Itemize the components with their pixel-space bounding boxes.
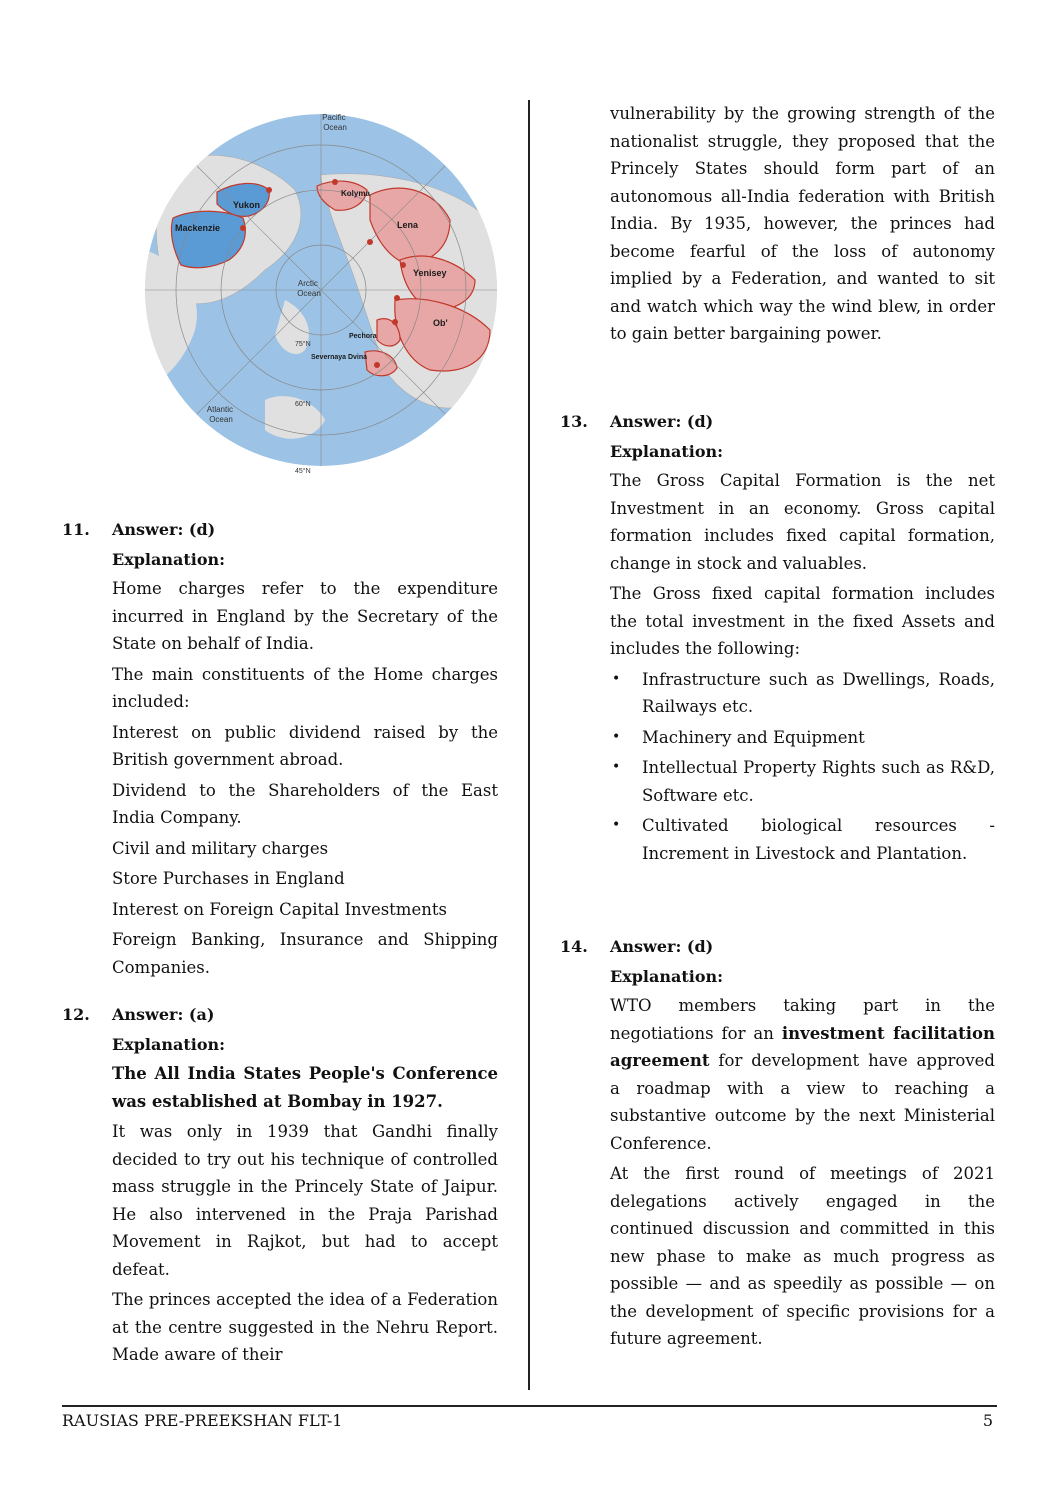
bullet-icon: • — [612, 728, 621, 745]
yenisey-label: Yenisey — [413, 268, 447, 278]
explanation-heading: Explanation: — [610, 442, 724, 461]
paragraph: Interest on Foreign Capital Investments — [112, 899, 447, 919]
question-number: 13. — [560, 412, 588, 431]
paragraph: The Gross Capital Formation is the net Investment in an economy. Gross capital formation includes fixed capital formation, change in stock and valuables. — [610, 471, 995, 573]
explanation-heading: Explanation: — [112, 550, 226, 569]
question-12-header — [62, 1000, 498, 1030]
pacific-ocean-label: Pacific Ocean — [322, 113, 347, 132]
bullet-list — [610, 666, 995, 868]
dvina-label: Severnaya Dvina — [311, 354, 368, 361]
explanation-heading: Explanation: — [112, 1035, 226, 1054]
lat-45-label: 45°N — [295, 468, 311, 475]
answer-label: Answer: (d) — [610, 937, 714, 956]
paragraph: WTO members taking part in the negotiations for an investment facilitation agreement for development have approved a roadmap with a view to reaching a substantive outcome by the next Ministerial Conference. — [610, 996, 995, 1153]
paragraph: Foreign Banking, Insurance and Shipping Companies. — [112, 930, 498, 977]
paragraph: The princes accepted the idea of a Federation at the centre suggested in the Nehru Report. Made aware of their — [112, 1290, 498, 1364]
lat-75-label: 75°N — [295, 341, 311, 348]
list-item: • Intellectual Property Rights such as R&D, Software etc. — [610, 754, 995, 809]
bullet-icon: • — [612, 670, 621, 687]
question-number: 12. — [62, 1005, 90, 1024]
answer-label: Answer: (a) — [112, 1005, 215, 1024]
paragraph: The main constituents of the Home charges included: — [112, 664, 498, 711]
bullet-icon: • — [612, 817, 621, 833]
paragraph: Interest on public dividend raised by the British government abroad. — [112, 722, 498, 769]
footer-rule — [62, 1405, 997, 1407]
continued-paragraph: vulnerability by the growing strength of the nationalist struggle, they proposed that the Princely States should form part of an autonomous all-India federation with British India. By 1935, however, the princes had become fearful of the loss of autonomy implied by a Federation, and wanted to sit and watch which way the wind blew, in order to gain better bargaining power. — [610, 104, 995, 343]
lena-label: Lena — [397, 220, 419, 230]
paragraph: The Gross fixed capital formation includes the total investment in the fixed Assets and includes the following: — [610, 584, 995, 658]
paragraph: At the first round of meetings of 2021 delegations actively engaged in the continued discussion and committed in this new phase to make as much progress as possible — and as speedily as possible — on the development of specific provisions for a future agreement. — [610, 1164, 995, 1348]
paragraph: It was only in 1939 that Gandhi finally decided to try out his technique of controlled mass struggle in the Princely State of Jaipur. He also intervened in the Praja Parishad Movement in Rajkot, but had to accept defeat. — [112, 1122, 498, 1279]
arctic-river-basins-map — [145, 100, 497, 480]
footer-title: RAUSIAS PRE-PREEKSHAN FLT-1 — [62, 1411, 343, 1430]
atlantic-ocean-label: Atlantic Ocean — [206, 405, 233, 424]
lat-60-label: 60°N — [295, 401, 311, 408]
kolyma-label: Kolyma — [341, 189, 370, 198]
list-item: • Infrastructure such as Dwellings, Roads, Railways etc. — [610, 666, 995, 721]
question-11-header — [62, 515, 498, 545]
question-13-header — [560, 407, 995, 437]
ob-label: Ob' — [433, 318, 448, 328]
paragraph: Home charges refer to the expenditure incurred in England by the Secretary of the State on behalf of India. — [112, 579, 498, 653]
bold-statement: The All India States People's Conference was established at Bombay in 1927. — [112, 1064, 498, 1111]
paragraph: Civil and military charges — [112, 838, 329, 858]
bullet-icon: • — [612, 759, 621, 775]
answer-label: Answer: (d) — [112, 520, 216, 539]
page-number: 5 — [982, 1411, 993, 1430]
pechora-label: Pechora — [349, 333, 377, 340]
list-item: • Cultivated biological resources - Increment in Livestock and Plantation. — [610, 812, 995, 867]
paragraph: Store Purchases in England — [112, 869, 345, 888]
column-divider — [528, 100, 530, 1390]
bold-phrase: investment facilitation agreement — [610, 1023, 995, 1070]
yukon-label: Yukon — [233, 200, 261, 210]
list-item: • Machinery and Equipment — [610, 724, 995, 752]
arctic-ocean-label: Arctic Ocean — [297, 279, 321, 298]
paragraph: Dividend to the Shareholders of the East India Company. — [112, 780, 498, 827]
question-number: 14. — [560, 937, 588, 956]
explanation-heading: Explanation: — [610, 967, 724, 986]
answer-label: Answer: (d) — [610, 412, 714, 431]
question-14-header — [560, 932, 995, 962]
mackenzie-label: Mackenzie — [175, 223, 221, 233]
question-number: 11. — [62, 520, 90, 539]
